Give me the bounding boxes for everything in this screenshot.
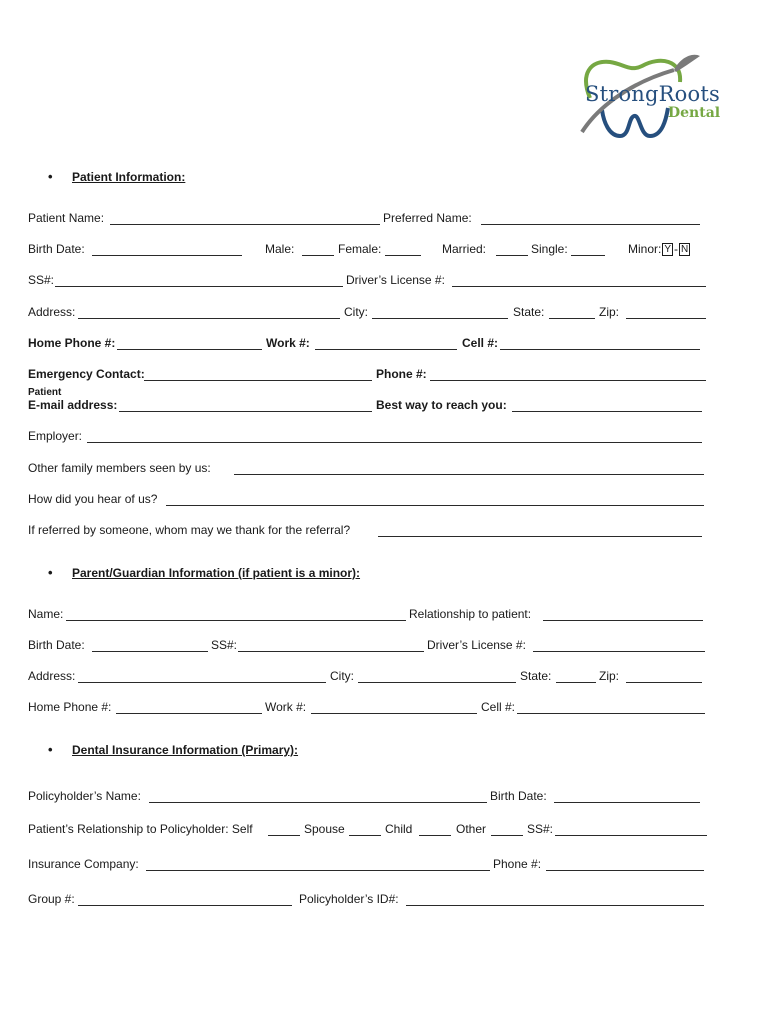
child-field[interactable]	[419, 835, 451, 836]
label-work: Work #:	[266, 336, 310, 350]
parent-address-field[interactable]	[78, 682, 326, 683]
label-drivers-license: Driver’s License #:	[346, 273, 445, 287]
label-family-members: Other family members seen by us:	[28, 461, 211, 475]
employer-field[interactable]	[87, 442, 702, 443]
state-field[interactable]	[549, 318, 595, 319]
label-parent-birth-date: Birth Date:	[28, 638, 85, 652]
label-state: State:	[513, 305, 545, 319]
label-minor: Minor:	[628, 242, 662, 256]
how-heard-field[interactable]	[166, 505, 704, 506]
label-employer: Employer:	[28, 429, 83, 443]
label-policyholder-id: Policyholder’s ID#:	[299, 892, 399, 906]
label-relationship: Relationship to patient:	[409, 607, 532, 621]
ss-field[interactable]	[55, 286, 343, 287]
cell-phone-field[interactable]	[500, 349, 700, 350]
female-field[interactable]	[385, 255, 421, 256]
strongroots-logo	[576, 50, 746, 142]
emergency-contact-field[interactable]	[144, 380, 372, 381]
label-policyholder-ss: SS#:	[527, 822, 554, 836]
label-best-way: Best way to reach you:	[376, 398, 507, 412]
section-title: Dental Insurance Information (Primary):	[72, 743, 299, 757]
label-married: Married:	[442, 242, 487, 256]
male-field[interactable]	[302, 255, 334, 256]
label-insurance-phone: Phone #:	[493, 857, 542, 871]
label-relationship-self: Patient’s Relationship to Policyholder: Self	[28, 822, 253, 836]
parent-cell-field[interactable]	[517, 713, 705, 714]
logo-brand-sub: Dental	[668, 105, 721, 121]
parent-zip-field[interactable]	[626, 682, 702, 683]
work-phone-field[interactable]	[315, 349, 457, 350]
minor-choice	[628, 242, 691, 257]
bullet-icon: •	[48, 565, 53, 580]
parent-work-field[interactable]	[311, 713, 477, 714]
label-parent-cell: Cell #:	[481, 700, 516, 714]
parent-state-field[interactable]	[556, 682, 596, 683]
label-how-heard: How did you hear of us?	[28, 492, 158, 506]
label-child: Child	[385, 822, 413, 836]
bullet-icon: •	[48, 169, 53, 184]
policyholder-name-field[interactable]	[149, 802, 487, 803]
label-patient-small: Patient	[28, 387, 62, 398]
parent-license-field[interactable]	[533, 651, 705, 652]
label-address: Address:	[28, 305, 76, 319]
label-insurance-company: Insurance Company:	[28, 857, 139, 871]
label-parent-home-phone: Home Phone #:	[28, 700, 112, 714]
address-field[interactable]	[78, 318, 340, 319]
parent-home-phone-field[interactable]	[116, 713, 262, 714]
self-field[interactable]	[268, 835, 300, 836]
label-policyholder-birth: Birth Date:	[490, 789, 547, 803]
label-parent-zip: Zip:	[599, 669, 620, 683]
label-male: Male:	[265, 242, 295, 256]
section-title: Patient Information:	[72, 170, 186, 184]
family-members-field[interactable]	[234, 474, 704, 475]
label-parent-address: Address:	[28, 669, 76, 683]
insurance-phone-field[interactable]	[546, 870, 704, 871]
logo-brand-name: StrongRoots	[585, 82, 720, 106]
label-policyholder-name: Policyholder’s Name:	[28, 789, 141, 803]
patient-name-field[interactable]	[110, 224, 380, 225]
label-home-phone: Home Phone #:	[28, 336, 116, 350]
email-field[interactable]	[119, 411, 372, 412]
label-parent-license: Driver’s License #:	[427, 638, 526, 652]
label-parent-name: Name:	[28, 607, 64, 621]
label-parent-ss: SS#:	[211, 638, 238, 652]
married-field[interactable]	[496, 255, 528, 256]
zip-field[interactable]	[626, 318, 706, 319]
label-preferred-name: Preferred Name:	[383, 211, 472, 225]
label-other: Other	[456, 822, 487, 836]
insurance-company-field[interactable]	[146, 870, 490, 871]
other-field[interactable]	[491, 835, 523, 836]
policyholder-ss-field[interactable]	[555, 835, 707, 836]
label-parent-work: Work #:	[265, 700, 307, 714]
parent-ss-field[interactable]	[238, 651, 424, 652]
minor-no-checkbox[interactable]: N	[681, 244, 689, 255]
referral-field[interactable]	[378, 536, 702, 537]
best-way-field[interactable]	[512, 411, 702, 412]
label-email: E-mail address:	[28, 398, 118, 412]
relationship-field[interactable]	[543, 620, 703, 621]
label-referral: If referred by someone, whom may we thank for the referral?	[28, 523, 351, 537]
drivers-license-field[interactable]	[452, 286, 706, 287]
section-title: Parent/Guardian Information (if patient is a minor):	[72, 566, 361, 580]
label-emergency-contact: Emergency Contact:	[28, 367, 145, 381]
minor-dash: -	[674, 242, 679, 256]
preferred-name-field[interactable]	[481, 224, 700, 225]
label-spouse: Spouse	[304, 822, 345, 836]
birth-date-field[interactable]	[92, 255, 242, 256]
minor-yes-checkbox[interactable]: Y	[664, 244, 672, 255]
label-city: City:	[344, 305, 368, 319]
parent-birth-date-field[interactable]	[92, 651, 208, 652]
label-female: Female:	[338, 242, 382, 256]
home-phone-field[interactable]	[117, 349, 262, 350]
label-group: Group #:	[28, 892, 75, 906]
parent-city-field[interactable]	[358, 682, 516, 683]
bullet-icon: •	[48, 742, 53, 757]
label-parent-state: State:	[520, 669, 552, 683]
label-zip: Zip:	[599, 305, 620, 319]
single-field[interactable]	[571, 255, 605, 256]
spouse-field[interactable]	[349, 835, 381, 836]
policyholder-birth-field[interactable]	[554, 802, 700, 803]
label-emergency-phone: Phone #:	[376, 367, 427, 381]
label-single: Single:	[531, 242, 568, 256]
label-birth-date: Birth Date:	[28, 242, 85, 256]
label-patient-name: Patient Name:	[28, 211, 105, 225]
label-parent-city: City:	[330, 669, 354, 683]
parent-name-field[interactable]	[66, 620, 406, 621]
group-field[interactable]	[78, 905, 292, 906]
emergency-phone-field[interactable]	[430, 380, 706, 381]
policyholder-id-field[interactable]	[406, 905, 704, 906]
label-cell: Cell #:	[462, 336, 499, 350]
label-ss: SS#:	[28, 273, 55, 287]
city-field[interactable]	[372, 318, 508, 319]
